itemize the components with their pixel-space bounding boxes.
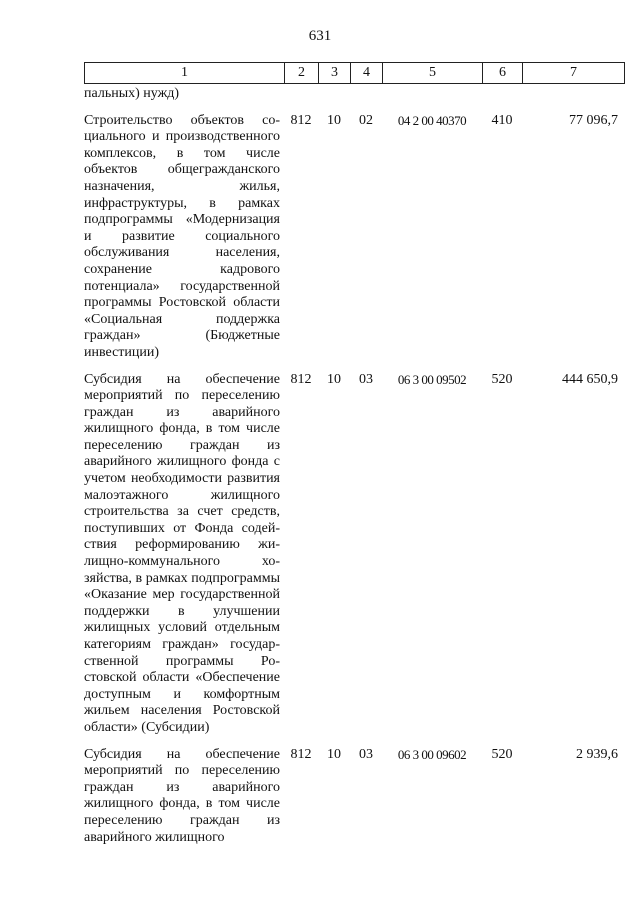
row-pr: 02 [359, 112, 373, 128]
row-csr: 06 3 00 09502 [397, 371, 467, 387]
column-header-1: 1 [85, 63, 285, 84]
column-header-4: 4 [351, 63, 383, 84]
budget-table [84, 86, 624, 856]
row-vr: 520 [491, 371, 513, 387]
column-header-7: 7 [523, 63, 625, 84]
row-sum: 2 939,6 [576, 746, 618, 762]
row-name: Субсидия на обеспечение мероприятий по переселению граждан из аварийного жилищного фонда, в том числе переселению граждан из аварийного жилищного фонда с учетом необходимости развития малоэтажного жилищного строительства за счет средств, поступивших от Фонда содействия реформированию жилищно-коммунального хозяйства, в рамках подпрограммы «Оказание мер государственной поддержки в улучшении жилищных условий отдельным категориям граждан» государственной программы Ростовской области «Обеспечение доступным и комфортным жильем населения Ростовской области» (Субсидии) [84, 371, 280, 735]
page-number: 631 [308, 28, 332, 44]
row-csr: 06 3 00 09602 [397, 746, 467, 762]
row-sum: 444 650,9 [562, 371, 618, 387]
row-min: 812 [290, 112, 312, 128]
table-row [84, 113, 624, 372]
column-header-3: 3 [319, 63, 351, 84]
column-header-6: 6 [483, 63, 523, 84]
column-header-5: 5 [383, 63, 483, 84]
row-min: 812 [290, 746, 312, 762]
row-name: Субсидия на обеспечение мероприятий по переселению граждан из аварийного жилищного фонда, в том числе переселению граждан из аварийного жилищного [84, 746, 280, 845]
row-pr: 03 [359, 746, 373, 762]
row-pr: 03 [359, 371, 373, 387]
table-row [84, 372, 624, 747]
row-rz: 10 [327, 371, 341, 387]
row-sum: 77 096,7 [569, 112, 618, 128]
continuation-row [84, 86, 624, 113]
column-header-row [85, 63, 625, 84]
row-vr: 410 [491, 112, 513, 128]
table-row [84, 747, 624, 857]
row-vr: 520 [491, 746, 513, 762]
column-header-2: 2 [285, 63, 319, 84]
column-header-table [84, 62, 625, 84]
row-rz: 10 [327, 112, 341, 128]
row-name: Строительство объектов социального и производственного комплексов, в том числе объектов общегражданского назначения, жилья, инфраструктуры, в рамках подпрограммы «Модернизация и развитие социального обслуживания населения, сохранение кадрового потенциала» государственной программы Ростовской области «Социальная поддержка граждан» (Бюджетные инвестиции) [84, 112, 280, 360]
row-csr: 04 2 00 40370 [397, 112, 467, 128]
row-rz: 10 [327, 746, 341, 762]
continuation-text: пальных) нужд) [84, 86, 180, 101]
row-min: 812 [290, 371, 312, 387]
